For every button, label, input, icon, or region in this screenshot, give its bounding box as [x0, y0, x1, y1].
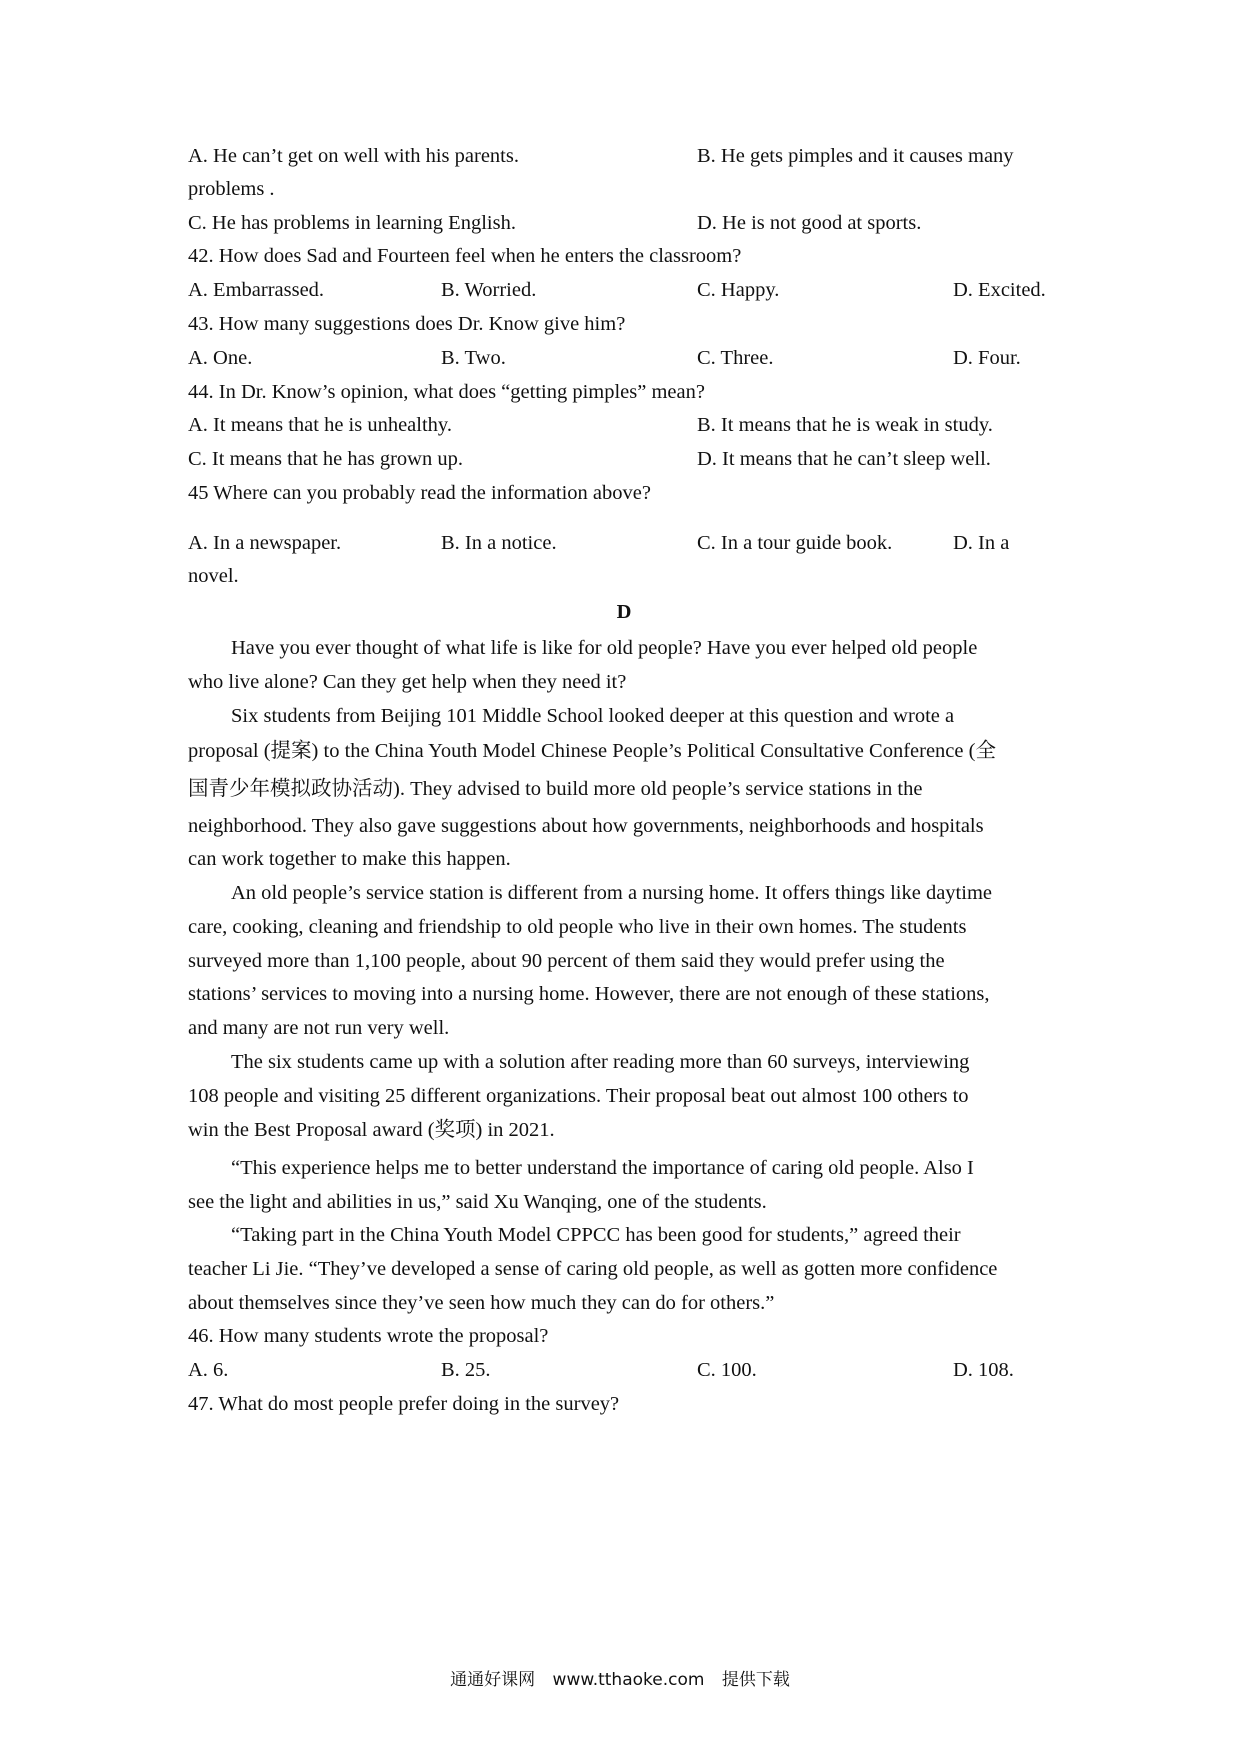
q45-stem: 45 Where can you probably read the information above? [188, 482, 651, 504]
q45-option-d: D. In a [953, 532, 1010, 554]
q41-option-d: D. He is not good at sports. [697, 212, 922, 234]
footer-site-name: 通通好课网 [450, 1670, 536, 1690]
q46-stem: 46. How many students wrote the proposal? [188, 1325, 549, 1347]
q42-option-a: A. Embarrassed. [188, 279, 325, 301]
q47-stem: 47. What do most people prefer doing in the survey? [188, 1393, 620, 1415]
q45-option-b: B. In a notice. [441, 532, 557, 554]
passage-line: can work together to make this happen. [188, 848, 511, 870]
passage-line: 108 people and visiting 25 different organizations. Their proposal beat out almost 100 others to [188, 1085, 969, 1107]
q41-option-a: A. He can’t get on well with his parents. [188, 145, 519, 167]
q46-option-d: D. 108. [953, 1359, 1014, 1381]
q41-option-b: B. He gets pimples and it causes many [697, 145, 1014, 167]
q42-option-d: D. Excited. [953, 279, 1046, 301]
q46-option-c: C. 100. [697, 1359, 757, 1381]
q45-option-d-continued: novel. [188, 565, 239, 587]
q44-option-b: B. It means that he is weak in study. [697, 414, 993, 436]
passage-line: see the light and abilities in us,” said Xu Wanqing, one of the students. [188, 1191, 767, 1213]
passage-line: and many are not run very well. [188, 1017, 450, 1039]
q41-option-b-continued: problems . [188, 178, 275, 200]
passage-line: care, cooking, cleaning and friendship to old people who live in their own homes. The students [188, 916, 967, 938]
passage-line: “This experience helps me to better understand the importance of caring old people. Also I [231, 1157, 974, 1179]
q42-option-c: C. Happy. [697, 279, 780, 301]
passage-line: surveyed more than 1,100 people, about 90 percent of them said they would prefer using the [188, 950, 945, 972]
q43-stem: 43. How many suggestions does Dr. Know give him? [188, 313, 626, 335]
passage-line: about themselves since they’ve seen how much they can do for others.” [188, 1292, 775, 1314]
q41-option-c: C. He has problems in learning English. [188, 212, 516, 234]
q43-option-a: A. One. [188, 347, 253, 369]
q43-option-c: C. Three. [697, 347, 774, 369]
q44-option-a: A. It means that he is unhealthy. [188, 414, 452, 436]
passage-line: proposal (提案) to the China Youth Model Chinese People’s Political Consultative Conference (全 [188, 740, 996, 762]
passage-line: who live alone? Can they get help when they need it? [188, 671, 627, 693]
q43-option-d: D. Four. [953, 347, 1021, 369]
footer-tail: 提供下载 [721, 1670, 790, 1690]
q42-stem: 42. How does Sad and Fourteen feel when he enters the classroom? [188, 245, 742, 267]
passage-line: Have you ever thought of what life is like for old people? Have you ever helped old people [231, 637, 978, 659]
q46-option-a: A. 6. [188, 1359, 229, 1381]
passage-line: Six students from Beijing 101 Middle School looked deeper at this question and wrote a [231, 705, 955, 727]
q43-option-b: B. Two. [441, 347, 506, 369]
passage-line: An old people’s service station is different from a nursing home. It offers things like daytime [231, 882, 992, 904]
q46-option-b: B. 25. [441, 1359, 491, 1381]
q44-stem: 44. In Dr. Know’s opinion, what does “getting pimples” mean? [188, 381, 705, 403]
q44-option-c: C. It means that he has grown up. [188, 448, 463, 470]
q45-option-c: C. In a tour guide book. [697, 532, 893, 554]
q42-option-b: B. Worried. [441, 279, 537, 301]
q45-option-a: A. In a newspaper. [188, 532, 342, 554]
passage-line: teacher Li Jie. “They’ve developed a sense of caring old people, as well as gotten more confidence [188, 1258, 998, 1280]
section-title: D [616, 601, 632, 623]
footer-url[interactable]: www.tthaoke.com [552, 1670, 705, 1690]
passage-line: “Taking part in the China Youth Model CPPCC has been good for students,” agreed their [231, 1224, 961, 1246]
passage-line: stations’ services to moving into a nursing home. However, there are not enough of these stations, [188, 983, 990, 1005]
passage-line: The six students came up with a solution after reading more than 60 surveys, interviewing [231, 1051, 970, 1073]
page-footer [0, 1665, 1240, 1690]
q44-option-d: D. It means that he can’t sleep well. [697, 448, 991, 470]
passage-line: 国青少年模拟政协活动). They advised to build more old people’s service stations in the [188, 778, 923, 800]
passage-line: win the Best Proposal award (奖项) in 2021. [188, 1119, 555, 1141]
passage-line: neighborhood. They also gave suggestions about how governments, neighborhoods and hospitals [188, 815, 984, 837]
